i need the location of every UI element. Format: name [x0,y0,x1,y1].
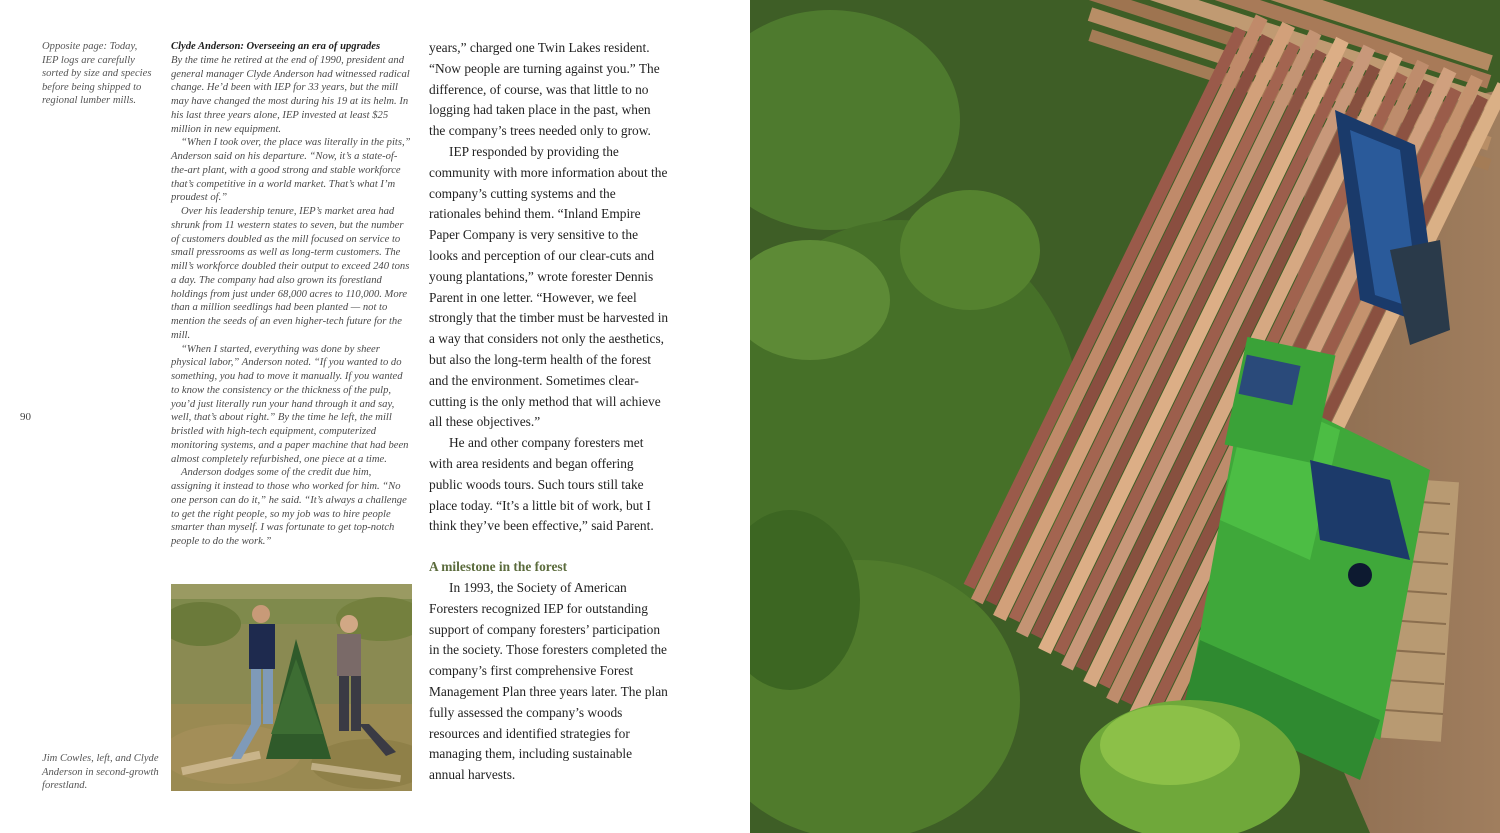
photo-two-men-forest [171,584,412,791]
sidebar-heading: Clyde Anderson: Overseeing an era of upgrades [171,41,381,52]
sidebar-paragraph: Over his leadership tenure, IEP’s market area had shrunk from 11 western states to seven, but the number of customers doubled as the mill focused on service to small pressrooms as well as long-term customers. The mill’s workforce doubled their output to exceed 240 tons a day. The company had also grown its forestland holdings from just under 68,000 acres to 110,000. More than a million seedlings had been planted — not to mention the seeds of an even higher-tech future for the mill. [171,206,410,341]
photo-log-pile-harvester [750,0,1500,833]
sidebar-story [171,40,413,549]
main-column [429,38,669,786]
sidebar-paragraph: By the time he retired at the end of 1990, president and general manager Clyde Anderson had witnessed radical change. He’d been with IEP for 33 years, but the mill may have changed the most during his 19 at its helm. In his last three years alone, IEP invested at least $25 million in new equipment. [171,54,410,135]
caption-top: Opposite page: Today, IEP logs are carefully sorted by size and species before being shipped to regional lumber mills. [42,41,152,107]
sidebar-paragraph: “When I started, everything was done by sheer physical labor,” Anderson noted. “If you wanted to do something, you had to move it manually. If you wanted to know the consistency or the thickness of the pulp, you’d just literally run your hand through it and say, well, that’s about right.” By the time he left, the mill bristled with high-tech equipment, computerized monitoring systems, and a paper machine that had been almost completely refurbished, one piece at a time. [171,343,409,465]
caption-bottom: Jim Cowles, left, and Clyde Anderson in second-growth forestland. [42,753,159,792]
right-page-photo [750,0,1500,833]
sidebar-paragraph: Anderson dodges some of the credit due him, assigning it instead to those who worked for him. “No one person can do it,” he said. “It’s always a challenge to get the right people, so my job was to hire people smarter than myself. I was fortunate to get top-notch people to do the work.” [171,467,407,547]
body-paragraph: In 1993, the Society of American Foresters recognized IEP for outstanding support of company foresters’ participation in the society. Those foresters completed the company’s first comprehensive Forest Management Plan three years later. The plan fully assessed the company’s woods resources and identified strategies for managing them, including sustainable annual harvests. [429,579,668,783]
section-subheading: A milestone in the forest [429,559,568,575]
page-number: 90 [20,411,31,423]
body-paragraph: years,” charged one Twin Lakes resident. “Now people are turning against you.” The difference, of course, was that little to no logging had taken place in the past, when the company’s trees needed only to grow. [429,40,660,139]
body-paragraph: He and other company foresters met with area residents and began offering public woods tours. Such tours still take place today. “It’s a little bit of work, but I think they’ve been effective,” said Parent. [429,435,654,534]
sidebar-paragraph: “When I took over, the place was literally in the pits,” Anderson said on his departure. “Now, it’s a state-of-the-art plant, with a good strong and stable workforce that’s competitive in a world market. That’s what I’m proudest of.” [171,137,411,204]
body-paragraph: IEP responded by providing the community with more information about the company’s cutting systems and the rationales behind them. “Inland Empire Paper Company is very sensitive to the looks and perception of our clear-cuts and young plantations,” wrote forester Dennis Parent in one letter. “However, we feel strongly that the timber must be harvested in a way that considers not only the aesthetics, but also the long-term health of the forest and the environment. Sometimes clear-cutting is the only method that will achieve all these objectives.” [429,143,669,430]
